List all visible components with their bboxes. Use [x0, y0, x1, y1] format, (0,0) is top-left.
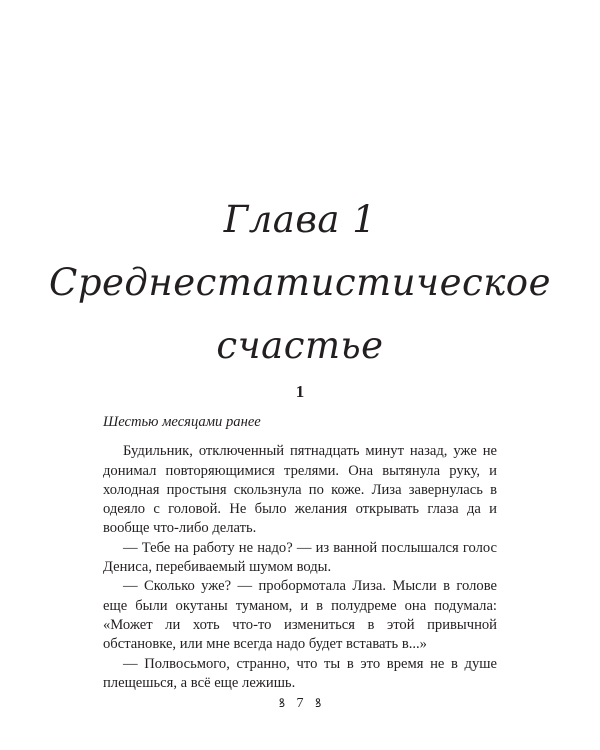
paragraph: — Сколько уже? — пробормотала Лиза. Мысли в голове еще были окутаны туманом, и в полудреме она подумала: «Может ли хоть что-то измениться в этой привычной обстановке, или мне всегда надо будет вставать в...»: [103, 578, 497, 653]
paragraph: — Тебе на работу не надо? — из ванной послышался голос Дениса, перебиваемый шумом воды.: [103, 539, 497, 576]
epigraph: Шестью месяцами ранее: [103, 414, 261, 430]
page-number: 7: [296, 696, 304, 711]
paragraph: Будильник, отключенный пятнадцать минут назад, уже не донимал повторяющимися трелями. Она вытянула руку, и холодная простыня скользнула по коже. Лиза завернулась в одеяло с головой. Не было желания открывать глаза да и вообще что-либо делать.: [103, 443, 497, 537]
chapter-label: Глава 1: [223, 197, 377, 241]
chapter-title: [0, 188, 600, 377]
page-folio: [0, 694, 600, 712]
folio-ornament-right-icon: ꝸ: [315, 696, 322, 710]
section-number: 1: [295, 382, 305, 401]
chapter-title-line-2: счастье: [216, 323, 384, 367]
body-text: [103, 413, 497, 693]
folio-ornament-left-icon: ꝸ: [278, 696, 285, 710]
paragraph: — Полвосьмого, странно, что ты в это время не в душе плещешься, а всё еще лежишь.: [103, 655, 497, 691]
chapter-title-line-1: Среднестатистическое: [49, 260, 551, 304]
